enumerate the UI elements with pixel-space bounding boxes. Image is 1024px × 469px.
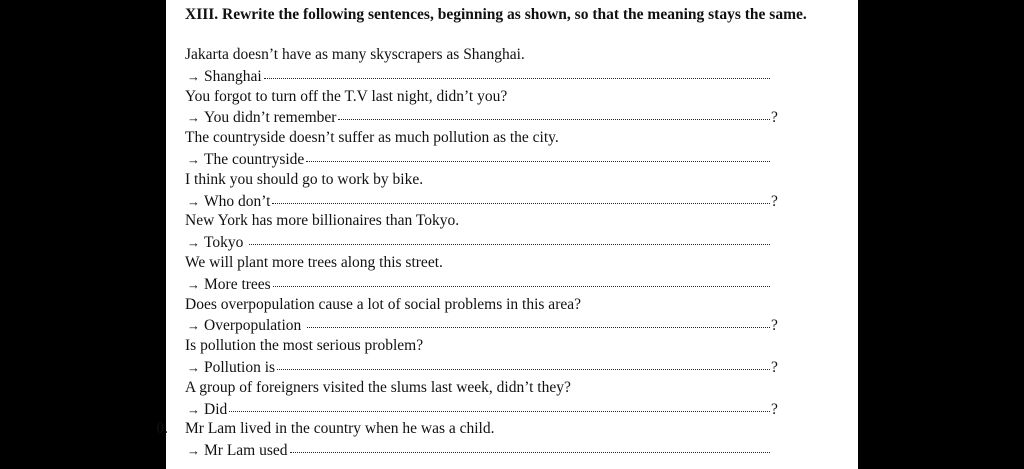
- question-line: [166, 295, 858, 316]
- item-number: 0.: [156, 420, 168, 438]
- answer-blank[interactable]: [306, 147, 770, 162]
- question-text: You forgot to turn off the T.V last night, didn’t you?: [185, 87, 508, 105]
- question-mark: ?: [771, 400, 778, 418]
- answer-prompt: Pollution is: [204, 358, 276, 376]
- arrow-icon: →: [187, 443, 200, 459]
- answer-line: [166, 440, 778, 461]
- exercise-item: [166, 336, 858, 378]
- arrow-icon: →: [187, 276, 200, 292]
- answer-blank[interactable]: [272, 189, 770, 204]
- exercise-item: [166, 295, 858, 337]
- question-text: Does overpopulation cause a lot of social problems in this area?: [185, 295, 581, 313]
- question-text: A group of foreigners visited the slums last week, didn’t they?: [185, 378, 571, 396]
- question-mark: ?: [771, 109, 778, 127]
- exercise-item: [166, 128, 858, 170]
- question-line: [156, 419, 858, 440]
- question-mark: ?: [771, 192, 778, 210]
- question-text: We will plant more trees along this street.: [185, 253, 443, 271]
- answer-line: [166, 232, 778, 253]
- answer-line: [166, 149, 778, 170]
- question-line: [166, 87, 858, 108]
- question-mark: ?: [771, 317, 778, 335]
- worksheet-page: [156, 0, 858, 469]
- question-text: Jakarta doesn’t have as many skyscrapers as Shanghai.: [185, 46, 525, 63]
- answer-prompt: Tokyo: [204, 234, 248, 252]
- answer-prompt: Who don’t: [204, 192, 271, 210]
- answer-blank[interactable]: [264, 64, 770, 79]
- answer-line: [166, 191, 778, 212]
- answer-blank[interactable]: [273, 272, 770, 287]
- question-text: The countryside doesn’t suffer as much pollution as the city.: [185, 129, 559, 147]
- arrow-icon: →: [187, 235, 200, 251]
- answer-prompt: The countryside: [204, 150, 305, 168]
- answer-prompt: Shanghai: [204, 67, 262, 85]
- question-text: New York has more billionaires than Tokyo.: [185, 212, 460, 230]
- question-mark: ?: [771, 358, 778, 376]
- answer-prompt: Did: [204, 400, 228, 418]
- answer-line: [166, 315, 778, 336]
- arrow-icon: →: [187, 151, 200, 167]
- exercise-item: [166, 170, 858, 212]
- question-text: I think you should go to work by bike.: [185, 170, 424, 188]
- answer-prompt: Overpopulation: [204, 317, 306, 335]
- exercise-item: [166, 87, 858, 129]
- answer-line: [166, 399, 778, 420]
- answer-blank[interactable]: [229, 397, 770, 412]
- answer-blank[interactable]: [277, 355, 770, 370]
- answer-prompt: You didn’t remember: [204, 109, 337, 127]
- exercise-item: [166, 45, 858, 87]
- answer-blank[interactable]: [290, 438, 770, 453]
- exercise-list: [156, 45, 858, 461]
- arrow-icon: →: [187, 110, 200, 126]
- exercise-heading: XIII. Rewrite the following sentences, beginning as shown, so that the meaning stays the same.: [185, 6, 807, 23]
- question-line: [166, 253, 858, 274]
- question-line: [166, 336, 858, 357]
- exercise-item: [166, 253, 858, 295]
- question-line: [166, 170, 858, 191]
- answer-blank[interactable]: [338, 105, 770, 120]
- answer-blank[interactable]: [307, 313, 770, 328]
- question-line: [166, 128, 858, 149]
- arrow-icon: →: [187, 401, 200, 417]
- answer-line: [166, 274, 778, 295]
- question-line: [166, 45, 858, 66]
- arrow-icon: →: [187, 193, 200, 209]
- arrow-icon: →: [187, 359, 200, 375]
- answer-blank[interactable]: [249, 230, 770, 245]
- question-line: [166, 378, 858, 399]
- exercise-item: [166, 378, 858, 420]
- exercise-item: [166, 211, 858, 253]
- answer-prompt: Mr Lam used: [204, 442, 288, 460]
- answer-prompt: More trees: [204, 275, 271, 293]
- answer-line: [166, 357, 778, 378]
- question-text: Mr Lam lived in the country when he was a child.: [185, 420, 495, 438]
- question-text: Is pollution the most serious problem?: [185, 337, 424, 355]
- answer-line: [166, 107, 778, 128]
- arrow-icon: →: [187, 68, 200, 84]
- arrow-icon: →: [187, 318, 200, 334]
- exercise-item: [156, 419, 858, 461]
- answer-line: [166, 66, 778, 87]
- question-line: [166, 211, 858, 232]
